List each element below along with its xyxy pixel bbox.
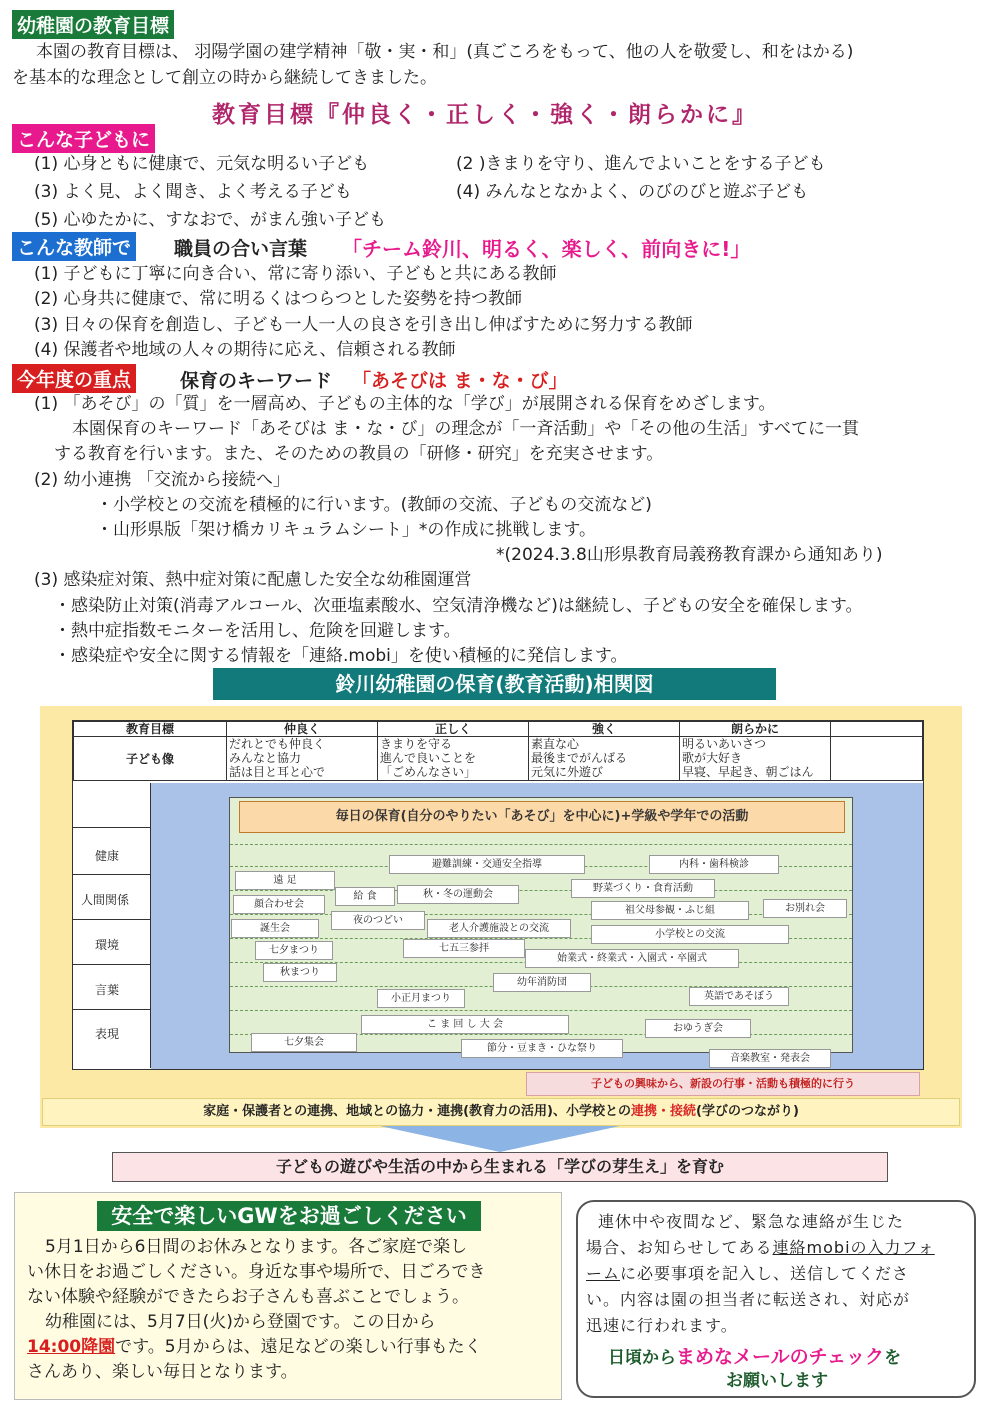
gw-line: 幼稚園には、5月7日(火)から登園です。この日から <box>45 1312 436 1332</box>
event-tag: 誕生会 <box>231 919 319 938</box>
area-column <box>73 783 151 1068</box>
goal-text-1: 本園の教育目標は、 羽陽学園の建学精神「敬・実・和」(真ごころをもって、他の人を敬愛し、和をはかる) <box>36 42 854 62</box>
education-motto: 教育目標『仲良く・正しく・強く・朗らかに』 <box>212 102 758 128</box>
goal-heading: 幼稚園の教育目標 <box>12 10 174 39</box>
focus-line: ・熱中症指数モニターを活用し、危険を回避します。 <box>54 621 461 641</box>
area-label: 健康 <box>95 849 120 863</box>
teacher-item: (4) 保護者や地域の人々の期待に応え、信頼される教師 <box>34 340 456 360</box>
child-image-label: 子ども像 <box>74 737 227 781</box>
contact-footer-2: お願いします <box>726 1371 828 1391</box>
event-tag: 始業式・終業式・入園式・卒園式 <box>525 949 739 968</box>
activities-area <box>151 783 923 1069</box>
teacher-item: (3) 日々の保育を創造し、子ども一人一人の良さを引き出し伸ばすために努力する教師 <box>34 315 693 335</box>
keyword-label: 保育のキーワード <box>180 370 333 392</box>
focus-line: (3) 感染症対策、熱中症対策に配慮した安全な幼稚園運営 <box>34 570 472 590</box>
child-item: (4) みんなとなかよく、のびのびと遊ぶ子ども <box>456 182 809 202</box>
goal-header: 教育目標 <box>74 722 227 737</box>
goal-cell: 正しく <box>378 722 529 737</box>
cooperation-line: 家庭・保護者との連携、地域との協力・連携(教育力の活用)、小学校との連携・接続(学びのつながり) <box>42 1098 960 1126</box>
gw-highlight: 14:00降園 <box>27 1337 116 1357</box>
child-heading: こんな子どもに <box>12 124 155 153</box>
area-label: 言葉 <box>95 983 120 997</box>
interest-note: 子どもの興味から、新設の行事・活動も積極的に行う <box>526 1072 920 1096</box>
gw-line: 14:00降園です。5月からは、遠足などの楽しい行事もたく <box>27 1337 482 1357</box>
gw-line: さんあり、楽しい毎日となります。 <box>27 1362 298 1382</box>
goal-cell: 朗らかに <box>680 722 831 737</box>
child-image-cell: 明るいあいさつ 歌が大好き 早寝、早起き、朝ごはん <box>680 737 831 781</box>
event-tag: 内科・歯科検診 <box>649 855 779 874</box>
event-tag: 小学校との交流 <box>591 925 789 944</box>
focus-line: 本園保育のキーワード「あそびは ま・な・び」の理念が「一斉活動」や「その他の生活」すべてに一貫 <box>72 419 860 439</box>
focus-line: ・感染症や安全に関する情報を「連絡.mobi」を使い積極的に発信します。 <box>54 646 628 666</box>
contact-line: 連休中や夜間など、緊急な連絡が生じた <box>598 1212 905 1231</box>
focus-line: ・山形県版「架け橋カリキュラムシート」*の作成に挑戦します。 <box>96 520 596 540</box>
gw-line: い休日をお過ごしください。身近な事や場所で、日ごろでき <box>27 1262 486 1282</box>
contact-line: 迅速に行われます。 <box>586 1316 738 1335</box>
gw-line: ない体験や経験ができたらお子さんも喜ぶことでしょう。 <box>27 1287 469 1307</box>
child-image-cell: 素直な心 最後までがんばる 元気に外遊び <box>529 737 680 781</box>
event-tag: 英語であそぼう <box>689 987 789 1006</box>
event-tag: 避難訓練・交通安全指導 <box>389 855 585 874</box>
area-label: 人間関係 <box>81 893 130 907</box>
focus-line: ・感染防止対策(消毒アルコール、次亜塩素酸水、空気清浄機など)は継続し、子どもの安全を確保します。 <box>54 596 863 616</box>
focus-line: *(2024.3.8山形県教育局義務教育課から通知あり) <box>496 545 883 565</box>
event-tag: 節分・豆まき・ひな祭り <box>461 1039 623 1058</box>
focus-line: ・小学校との交流を積極的に行います。(教師の交流、子どもの交流など) <box>96 495 652 515</box>
focus-line: (1) 「あそび」の「質」を一層高め、子どもの主体的な「学び」が展開される保育をめざします。 <box>34 394 776 414</box>
contact-footer: 日頃からまめなメールのチェックを <box>608 1346 902 1368</box>
child-item: (2 )きまりを守り、進んでよいことをする子ども <box>456 154 826 174</box>
focus-heading: 今年度の重点 <box>12 364 136 393</box>
gw-notice <box>14 1192 562 1400</box>
keyword: 「あそびは ま・な・び」 <box>352 370 568 392</box>
focus-line: (2) 幼小連携 「交流から接続へ」 <box>34 470 290 490</box>
goal-cell: 強く <box>529 722 680 737</box>
event-tag: 七夕集会 <box>251 1033 357 1052</box>
event-tag: お別れ会 <box>763 899 847 918</box>
gw-title: 安全で楽しいGWをお過ごしください <box>97 1201 481 1231</box>
event-tag: 秋・冬の運動会 <box>397 885 519 904</box>
child-image-cell: きまりを守る 進んで良いことを 「ごめんなさい」 <box>378 737 529 781</box>
child-item: (5) 心ゆたかに、すなおで、がまん強い子ども <box>34 210 386 230</box>
contact-notice <box>576 1200 976 1398</box>
area-label: 表現 <box>95 1027 120 1041</box>
event-tag: 給 食 <box>335 887 395 906</box>
teacher-item: (1) 子どもに丁寧に向き合い、常に寄り添い、子どもと共にある教師 <box>34 264 557 284</box>
event-tag: 秋まつり <box>263 963 337 982</box>
event-tag: 野菜づくり・食育活動 <box>571 879 715 898</box>
child-item: (3) よく見、よく聞き、よく考える子ども <box>34 182 352 202</box>
diagram-table <box>72 720 924 1070</box>
event-tag: 七五三参拝 <box>403 939 525 958</box>
diagram-title: 鈴川幼稚園の保育(教育活動)相関図 <box>213 668 776 700</box>
down-arrow-icon <box>380 1126 620 1152</box>
contact-line: 場合、お知らせしてある連絡mobiの入力フォ <box>586 1238 935 1257</box>
teacher-heading: こんな教師で <box>12 232 136 261</box>
mobi-form-link-cont[interactable]: ーム <box>586 1264 621 1283</box>
diagram-panel <box>40 706 962 1128</box>
goal-text-2: を基本的な理念として創立の時から継続してきました。 <box>12 68 437 88</box>
sprouts-banner: 子どもの遊びや生活の中から生まれる「学びの芽生え」を育む <box>112 1152 888 1182</box>
event-tag: 夜のつどい <box>331 911 425 930</box>
event-tag: 小正月まつり <box>377 989 465 1008</box>
goal-cell: 仲良く <box>227 722 378 737</box>
child-image-cell: だれとでも仲良く みんなと協力 話は目と耳と心で <box>227 737 378 781</box>
child-item: (1) 心身ともに健康で、元気な明るい子ども <box>34 154 370 174</box>
focus-line: する教育を行います。また、そのための教員の「研修・研究」を充実させます。 <box>54 444 664 464</box>
gw-line: 5月1日から6日間のお休みとなります。各ご家庭で楽し <box>45 1237 468 1257</box>
area-label: 環境 <box>95 938 120 952</box>
event-tag: 祖父母参観・ふじ組 <box>591 901 749 920</box>
event-tag: 老人介護施設との交流 <box>427 919 571 938</box>
event-tag: 幼年消防団 <box>493 973 591 992</box>
daily-banner: 毎日の保育(自分のやりたい「あそび」を中心に)+学級や学年での活動 <box>239 801 845 833</box>
event-tag: 七夕まつり <box>255 941 333 960</box>
event-tag: 顔合わせ会 <box>233 895 325 914</box>
event-tag: 遠 足 <box>235 871 335 890</box>
event-tag: 音楽教室・発表会 <box>709 1049 831 1068</box>
event-tag: おゆうぎ会 <box>645 1019 751 1038</box>
contact-line: い。内容は園の担当者に転送され、対応が <box>586 1290 910 1309</box>
event-tag: こ ま 回 し 大 会 <box>361 1015 569 1034</box>
staff-phrase: 「チーム鈴川、明るく、楽しく、前向きに!」 <box>342 237 751 261</box>
staff-phrase-label: 職員の合い言葉 <box>174 238 308 260</box>
teacher-item: (2) 心身共に健康で、常に明るくはつらつとした姿勢を持つ教師 <box>34 289 522 309</box>
contact-line: ームに必要事項を記入し、送信してくださ <box>586 1264 910 1283</box>
mobi-form-link[interactable]: 連絡mobiの入力フォ <box>772 1238 935 1257</box>
